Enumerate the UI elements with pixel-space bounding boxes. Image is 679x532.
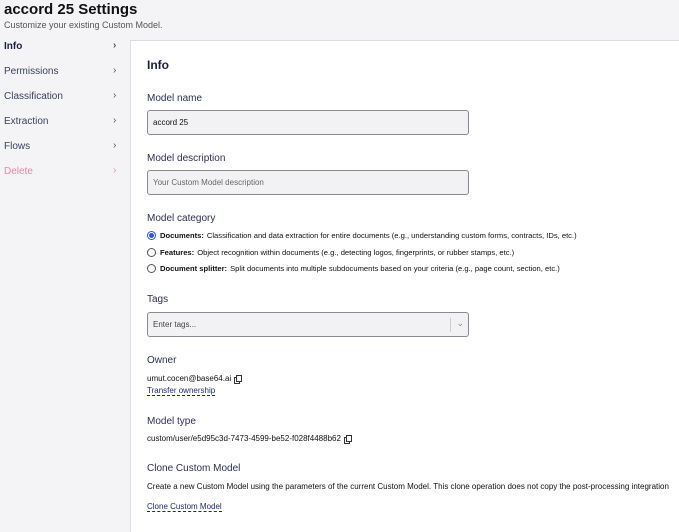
sidebar-item-label: Extraction — [4, 116, 49, 127]
category-option-name: Features: — [160, 248, 195, 257]
sidebar-item-label: Permissions — [4, 66, 59, 77]
model-type-label: Model type — [147, 416, 196, 427]
tags-divider — [450, 318, 451, 332]
sidebar-item-classification[interactable] — [0, 84, 128, 109]
chevron-right-icon: › — [113, 90, 117, 101]
info-panel — [130, 40, 679, 532]
category-option-description: Split documents into multiple subdocuments based on your criteria (e.g., page count, section, etc.) — [230, 264, 560, 273]
sidebar-item-label: Flows — [4, 141, 31, 152]
category-option-document-splitter[interactable] — [147, 264, 560, 273]
sidebar-item-extraction[interactable] — [0, 109, 128, 134]
category-option-description: Object recognition within documents (e.g., detecting logos, fingerprints, or rubber stamps, etc.) — [197, 248, 515, 257]
category-option-features[interactable] — [147, 248, 514, 257]
copy-icon[interactable] — [344, 435, 351, 442]
model-type-value: custom/user/e5d95c3d-7473-4599-be52-f028f4488b62 — [147, 434, 341, 443]
panel-title: Info — [147, 58, 169, 72]
sidebar-item-permissions[interactable] — [0, 59, 128, 84]
sidebar-item-info[interactable] — [0, 34, 128, 59]
sidebar-item-label: Delete — [4, 166, 33, 177]
transfer-ownership-link[interactable]: Transfer ownership — [147, 386, 216, 395]
model-name-label: Model name — [147, 93, 203, 104]
category-option-name: Document splitter: — [160, 264, 228, 273]
sidebar-item-label: Classification — [4, 91, 63, 102]
tags-placeholder: Enter tags... — [153, 320, 197, 329]
model-type-row — [147, 434, 351, 443]
chevron-down-icon[interactable]: ⌄ — [456, 318, 464, 328]
sidebar-item-delete[interactable] — [0, 159, 128, 184]
radio-button[interactable] — [147, 248, 156, 257]
radio-button-checked[interactable] — [147, 231, 156, 240]
clone-description: Create a new Custom Model using the parameters of the current Custom Model. This clone operation does not copy the post-processing integration — [147, 482, 669, 491]
radio-button[interactable] — [147, 264, 156, 273]
copy-icon[interactable] — [234, 375, 241, 382]
page-title: accord 25 Settings — [4, 1, 138, 18]
category-option-description: Classification and data extraction for entire documents (e.g., understanding custom forms, contracts, IDs, etc.) — [206, 231, 577, 240]
clone-label: Clone Custom Model — [147, 463, 241, 474]
sidebar-item-flows[interactable] — [0, 134, 128, 159]
page-subtitle: Customize your existing Custom Model. — [4, 20, 163, 30]
chevron-right-icon: › — [113, 165, 117, 176]
model-category-label: Model category — [147, 213, 216, 224]
tags-label: Tags — [147, 294, 169, 305]
owner-email: umut.cocen@base64.ai — [147, 374, 232, 383]
chevron-right-icon: › — [113, 115, 117, 126]
category-option-documents[interactable] — [147, 231, 577, 240]
model-description-label: Model description — [147, 153, 226, 164]
page-header — [4, 0, 163, 30]
chevron-right-icon: › — [113, 40, 117, 51]
owner-label: Owner — [147, 355, 177, 366]
chevron-right-icon: › — [113, 140, 117, 151]
model-name-input[interactable] — [147, 110, 469, 135]
clone-custom-model-link[interactable]: Clone Custom Model — [147, 502, 222, 511]
category-option-name: Documents: — [160, 231, 204, 240]
sidebar-item-label: Info — [4, 41, 23, 52]
owner-email-row — [147, 374, 241, 383]
model-description-input[interactable] — [147, 170, 469, 195]
chevron-right-icon: › — [113, 65, 117, 76]
settings-sidebar — [0, 34, 128, 184]
tags-select[interactable] — [147, 312, 469, 337]
